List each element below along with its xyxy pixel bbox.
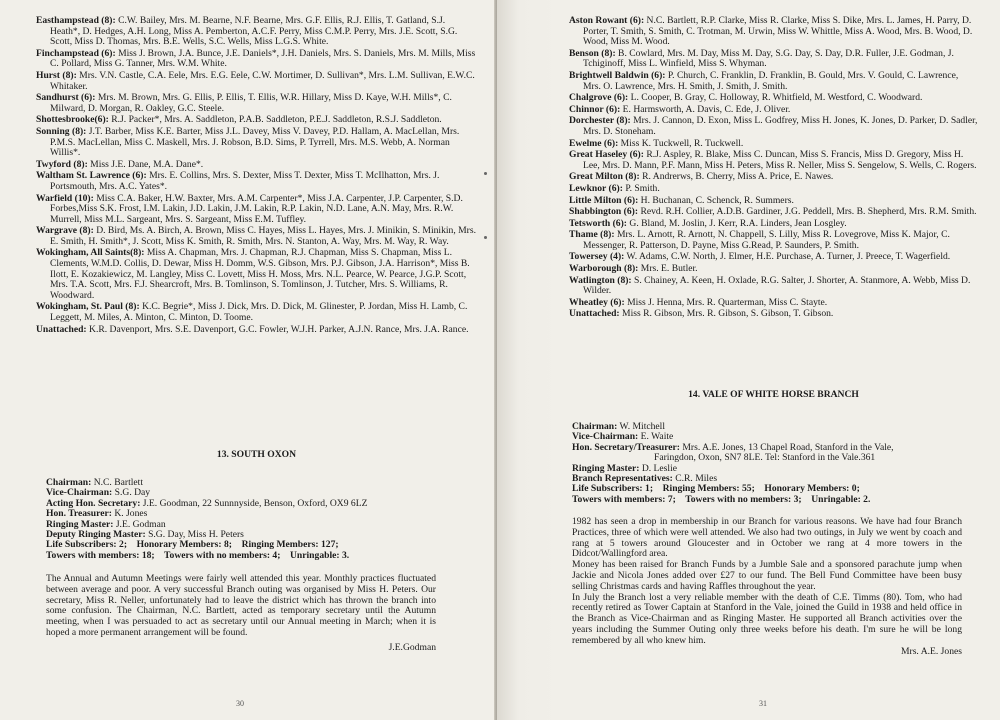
tower-entry: [569, 309, 978, 320]
membership-stats: Towers with members: 7; Towers with no members: 3; Unringable: 2.: [572, 493, 871, 505]
tower-members: Miss J. Brown, J.A. Bunce, J.E. Daniels*, J.H. Daniels, Mrs. S. Daniels, Mrs. M. Mills, Miss C. Pollard, Miss G. Tanner, Mrs. W.M. White.: [50, 47, 476, 70]
tower-entry: [569, 139, 978, 150]
tower-name: Warborough (8):: [569, 263, 639, 275]
tower-members: Miss J. Henna, Mrs. R. Quarterman, Miss C. Stayte.: [624, 296, 828, 308]
right-signature: Mrs. A.E. Jones: [900, 645, 962, 657]
tower-name: Brightwell Baldwin (6):: [569, 69, 666, 81]
tower-members: Mrs. E. Butler.: [638, 263, 698, 275]
tower-entry: [36, 93, 477, 114]
left-officers-block: [46, 478, 367, 561]
tower-members: C.W. Bailey, Mrs. M. Bearne, N.F. Bearne, Mrs. G.F. Ellis, R.J. Ellis, T. Gatland, S.J. Heath*, D. Hedges, A.H. Long, Miss A. Pemberton, A.C.F. Perry, Miss C.M.P. Perry, Mrs. J.E. Scott, S.G. Scott, Miss D. Thomas, Mrs. B.E. Wells, S.C. Wells, Miss L.G.S. White.: [50, 15, 458, 48]
tower-entry: [569, 264, 978, 275]
right-report-para-3: In July the Branch lost a very reliable member with the death of C.E. Timms (80). Tom, who had recently retired as Tower Captain at Stanford in the Vale, joined the Guild in 1938 and held office in the Branch as Vice-Chairman and as Ringing Master. He supported all Branch activities over the years including the Summer Outing only three weeks before his death. I'm sure he will be long remembered by all who knew him.: [572, 591, 962, 646]
section-heading-south-oxon: 13. SOUTH OXON: [216, 449, 297, 460]
tower-name: Wokingham, All Saints(8):: [36, 247, 145, 259]
tower-entry: [569, 184, 978, 195]
tower-entry: [569, 252, 978, 263]
tower-entry: [36, 325, 477, 336]
tower-name: Wokingham, St. Paul (8):: [36, 301, 140, 313]
officer-label: Chairman:: [572, 421, 618, 432]
tower-name: Ewelme (6):: [569, 137, 619, 149]
officer-value: K. Jones: [111, 508, 148, 520]
tower-members: Miss R. Gibson, Mrs. R. Gibson, S. Gibson, T. Gibson.: [619, 308, 834, 320]
tower-entry: [569, 16, 978, 48]
tower-name: Watlington (8):: [569, 274, 632, 286]
tower-name: Warfield (10):: [36, 192, 94, 204]
membership-stats: Towers with members: 18; Towers with no members: 4; Unringable: 3.: [46, 549, 350, 561]
tower-entry: [36, 160, 477, 171]
officer-value: N.C. Bartlett: [91, 477, 144, 488]
tower-members: D. Bird, Ms. A. Birch, A. Brown, Miss C. Hayes, Miss L. Hayes, Mrs. J. Minikin, S. Minikin, Mrs. E. Smith, H. Smith*, J. Scott, Miss K. Smith, R. Smith, Mrs. N. Stanton, A. Way, Mrs. M. Way, R. Way.: [50, 225, 476, 247]
tower-entry: [36, 302, 477, 323]
tower-entry: [36, 127, 477, 159]
tower-name: Hurst (8):: [36, 69, 77, 81]
right-report-para-2: Money has been raised for Branch Funds by a Jumble Sale and a sponsored parachute jump when Jackie and Nicola Jones added over £27 to our fund. The Bell Fund Committee have been busy selling Christmas cards and having Raffles throughout the year.: [572, 559, 962, 592]
tower-members: B. Cowlard, Mrs. M. Day, Miss M. Day, S.G. Day, S. Day, D.R. Fuller, J.E. Godman, J. Tchiginoff, Miss L. Winfield, Miss S. Whyman.: [583, 47, 954, 70]
binding-mark: [484, 236, 487, 239]
left-signature: J.E.Godman: [388, 641, 436, 653]
right-report: [572, 517, 962, 657]
tower-members: Mrs. E. Collins, Mrs. S. Dexter, Miss T. Dexter, Miss T. McIlhatton, Mrs. J. Portsmouth, Mrs. A.C. Yates*.: [50, 170, 440, 192]
tower-name: Lewknor (6):: [569, 182, 623, 194]
left-page: [0, 0, 497, 720]
tower-entry: [569, 172, 978, 183]
officer-label: Branch Representatives:: [572, 473, 673, 485]
tower-members: P. Church, C. Franklin, D. Franklin, B. Gould, Mrs. V. Gould, C. Lawrence, Mrs. O. Lawrence, Mrs. H. Smith, J. Smith, J. Smith.: [583, 69, 959, 92]
tower-members: Miss J.E. Dane, M.A. Dane*.: [87, 158, 204, 170]
tower-name: Unattached:: [569, 308, 620, 320]
tower-name: Finchampstead (6):: [36, 47, 116, 59]
left-member-list: [36, 16, 477, 335]
tower-name: Little Milton (6):: [569, 194, 639, 206]
section-heading-vale-of-white-horse: 14. VALE OF WHITE HORSE BRANCH: [688, 389, 859, 400]
tower-entry: [36, 226, 477, 247]
tower-entry: [36, 248, 477, 301]
tower-members: H. Buchanan, C. Schenck, R. Summers.: [638, 194, 794, 206]
officer-label: Hon. Secretary/Treasurer:: [572, 441, 680, 453]
left-page-number: 30: [236, 699, 244, 709]
tower-members: R.J. Packer*, Mrs. A. Saddleton, P.A.B. Saddleton, P.E.J. Saddleton, R.S.J. Saddleton.: [108, 114, 442, 126]
officer-value: S.G. Day, Miss H. Peters: [145, 529, 244, 541]
tower-name: Chinnor (6):: [569, 103, 621, 115]
officer-value: J.E. Goodman, 22 Sunnnyside, Benson, Oxford, OX9 6LZ: [140, 497, 368, 509]
right-report-para-1: 1982 has seen a drop in membership in our Branch for various reasons. We have had four Branch Practices, three of which were well attended. We also had two outings, in July we went by coach and rang at 5 towers around Gloucester and in October we rang at 4 more towers in the Didcot/Wallingford area.: [572, 516, 962, 560]
officer-label: Acting Hon. Secretary:: [46, 497, 141, 509]
tower-entry: [569, 219, 978, 230]
officer-value: E. Waite: [638, 431, 674, 443]
tower-entry: [569, 49, 978, 70]
tower-members: Revd. R.H. Collier, A.D.B. Gardiner, J.G. Peddell, Mrs. B. Shepherd, Mrs. R.M. Smith.: [638, 206, 977, 218]
officer-label: Hon. Treasurer:: [46, 508, 112, 520]
officer-label: Deputy Ringing Master:: [46, 529, 146, 541]
tower-entry: [569, 150, 978, 171]
tower-members: N.C. Bartlett, R.P. Clarke, Miss R. Clarke, Miss S. Dike, Mrs. L. James, H. Parry, D. Porter, T. Smith, S. Smith, C. Trotman, M. Urwin, Miss W. Whittle, Miss A. Wood, Mrs. B. Wood, D. Wood, Miss M. Wood.: [583, 15, 973, 48]
officer-label: Chairman:: [46, 477, 92, 488]
tower-entry: [569, 196, 978, 207]
tower-name: Chalgrove (6):: [569, 92, 629, 104]
tower-members: Miss K. Tuckwell, R. Tuckwell.: [618, 137, 744, 149]
officer-value: W. Mitchell: [617, 421, 666, 432]
left-report-text: The Annual and Autumn Meetings were fairly well attended this year. Monthly practices fluctuated between average and poor. A very successful Branch outing was organised by Miss H. Peters. Our secretary, Miss R. Neller, unfortunately had to leave the district which has thrown the branch into some confusion. The Chairman, N.C. Bartlett, acted as temporary secretary until the Autumn meeting, when I was persuaded to act as secretary until our Annual meeting in March; when it is hoped a more permanent arrangement will be found.: [46, 573, 436, 638]
officer-label: Vice-Chairman:: [46, 487, 113, 499]
tower-members: Mrs. J. Cannon, D. Exon, Miss L. Godfrey, Miss H. Jones, K. Jones, D. Parker, D. Sadler, Mrs. D. Stoneham.: [583, 115, 978, 137]
tower-members: R.J. Aspley, R. Blake, Miss C. Duncan, Miss S. Francis, Miss D. Gregory, Miss H. Lee, Mrs. D. Mann, P.F. Mann, Miss H. Peters, Miss R. Neller, Miss S. Sengelow, S. Wells, C. Rogers.: [583, 149, 977, 171]
tower-members: J.T. Barber, Miss K.E. Barter, Miss J.L. Davey, Miss V. Davey, P.D. Hallam, A. MacLellan, Mrs. P.M.S. MacLellan, Miss C. Maskell, Mrs. J. Robson, B.D. Sims, P. Tyrrell, Mrs. M.S. Webb, A. Norman Willis*.: [50, 125, 460, 159]
tower-name: Shabbington (6):: [569, 206, 639, 218]
tower-name: Easthampstead (8):: [36, 15, 116, 26]
tower-entry: [569, 105, 978, 116]
tower-members: Mrs. M. Brown, Mrs. G. Ellis, P. Ellis, T. Ellis, W.R. Hillary, Miss D. Kaye, W.H. Mills*, C. Milward, D. Morgan, R. Oakley, G.C. Steele.: [50, 92, 452, 114]
officer-value: Faringdon, Oxon, SN7 8LE. Tel: Stanford in the Vale.361: [654, 452, 876, 464]
tower-name: Shottesbrooke(6):: [36, 114, 109, 126]
tower-name: Waltham St. Lawrence (6):: [36, 170, 147, 182]
tower-members: Miss C.A. Baker, H.W. Baxter, Mrs. A.M. Carpenter*, Miss J.A. Carpenter, J.P. Carpenter, S.D. Forbes,Miss S.K. Frost, I.M. Lakin, J.D. Lakin, J.M. Lakin, R.P. Lakin, N.D. Lane, A.N. May, Mrs. R.W. Murrell, Miss M.L. Sargeant, Mrs. S. Sargeant, Miss E.M. Tuffley.: [50, 192, 463, 225]
tower-name: Towersey (4):: [569, 251, 625, 263]
tower-name: Thame (8):: [569, 229, 615, 241]
right-page-number: 31: [759, 699, 767, 709]
tower-entry: [36, 171, 477, 192]
left-report: [46, 574, 436, 654]
tower-entry: [569, 93, 978, 104]
tower-members: L. Cooper, B. Gray, C. Holloway, R. Whitfield, M. Westford, C. Woodward.: [628, 92, 923, 104]
tower-entry: [569, 276, 978, 297]
tower-entry: [36, 49, 477, 70]
officer-label: Vice-Chairman:: [572, 431, 639, 443]
tower-members: K.R. Davenport, Mrs. S.E. Davenport, G.C. Fowler, W.J.H. Parker, A.J.N. Rance, Mrs. J.A. Rance.: [86, 323, 469, 335]
tower-entry: [36, 115, 477, 126]
right-member-list: [569, 16, 978, 320]
tower-name: Great Haseley (6):: [569, 149, 644, 161]
tower-name: Sonning (8):: [36, 125, 87, 137]
tower-entry: [36, 194, 477, 226]
tower-entry: [36, 16, 477, 48]
officer-value: C.R. Miles: [672, 473, 718, 485]
tower-name: Benson (8):: [569, 47, 616, 59]
tower-entry: [569, 71, 978, 92]
tower-name: Dorchester (8):: [569, 115, 631, 127]
membership-stats: Life Subscribers: 2; Honorary Members: 8; Ringing Members: 127;: [46, 539, 339, 551]
right-officers-block: [572, 422, 894, 505]
tower-members: G. Bland, M. Joslin, J. Kerr, R.A. Linders, Jean Losgley.: [627, 217, 847, 229]
tower-entry: [569, 298, 978, 309]
tower-name: Great Milton (8):: [569, 171, 640, 183]
tower-entry: [569, 230, 978, 251]
officer-label: Ringing Master:: [46, 518, 114, 530]
officer-value: Mrs. A.E. Jones, 13 Chapel Road, Stanford in the Vale,: [680, 441, 894, 453]
tower-members: W. Adams, C.W. North, J. Elmer, H.E. Purchase, A. Turner, J. Preece, T. Wagerfield.: [624, 251, 951, 263]
tower-members: Mrs. L. Arnott, R. Arnott, N. Chappell, S. Lilly, Miss R. Lovegrove, Miss K. Major, C. Messenger, R. Patterson, D. Payne, Miss G.Read, P. Saunders, P. Smith.: [583, 229, 950, 251]
tower-entry: [569, 207, 978, 218]
binding-mark: [484, 172, 487, 175]
tower-name: Wargrave (8):: [36, 225, 94, 237]
tower-entry: [569, 116, 978, 137]
tower-members: R. Andrerws, B. Cherry, Miss A. Price, E. Nawes.: [639, 171, 834, 183]
tower-members: K.C. Begrie*, Miss J. Dick, Mrs. D. Dick, M. Glinester, P. Jordan, Miss H. Lamb, C. Leggett, M. Miles, A. Minton, C. Minton, D. Toome.: [50, 301, 468, 324]
tower-name: Twyford (8):: [36, 158, 88, 170]
tower-members: Miss A. Chapman, Mrs. J. Chapman, R.J. Chapman, Miss S. Chapman, Miss L. Clements, W.M.D. Collis, D. Dewar, Miss H. Domm, W.S. Gibson, Mrs. P.J. Gibson, J.A. Harrison*, Miss B. Ilott, E. Kozakiewicz, M. Langley, Miss C. Lovett, Miss H. Moss, Mrs. N.L. Pearce, W. Pearce, J.G.P. Scott, Mrs. T.A. Scott, Mrs. F.J. Shearcroft, Mrs. B. Tomlinson, S. Tomlinson, J. Tutcher, Mrs. S. Williams, R. Woodward.: [50, 247, 470, 301]
tower-members: E. Harmsworth, A. Davis, C. Ede, J. Oliver.: [620, 103, 791, 115]
tower-name: Tetsworth (6):: [569, 217, 627, 229]
officer-value: S.G. Day: [112, 487, 151, 499]
officer-value: J.E. Godman: [113, 518, 166, 530]
right-page: [497, 0, 1000, 720]
tower-name: Unattached:: [36, 323, 87, 335]
officer-value: D. Leslie: [639, 462, 677, 474]
tower-entry: [36, 71, 477, 92]
tower-members: Mrs. V.N. Castle, C.A. Eele, Mrs. E.G. Eele, C.W. Mortimer, D. Sullivan*, Mrs. L.M. Sullivan, E.W.C. Whitaker.: [50, 69, 475, 92]
membership-stats: Life Subscribers: 1; Ringing Members: 55; Honorary Members: 0;: [572, 483, 860, 495]
tower-name: Sandhurst (6):: [36, 92, 96, 104]
officer-label: Ringing Master:: [572, 462, 640, 474]
tower-name: Wheatley (6):: [569, 296, 625, 308]
tower-name: Aston Rowant (6):: [569, 15, 645, 26]
tower-members: P. Smith.: [622, 182, 660, 194]
tower-members: S. Chainey, A. Keen, H. Oxlade, R.G. Salter, J. Shorter, A. Stanmore, A. Webb, Miss D. Wilder.: [583, 274, 971, 297]
